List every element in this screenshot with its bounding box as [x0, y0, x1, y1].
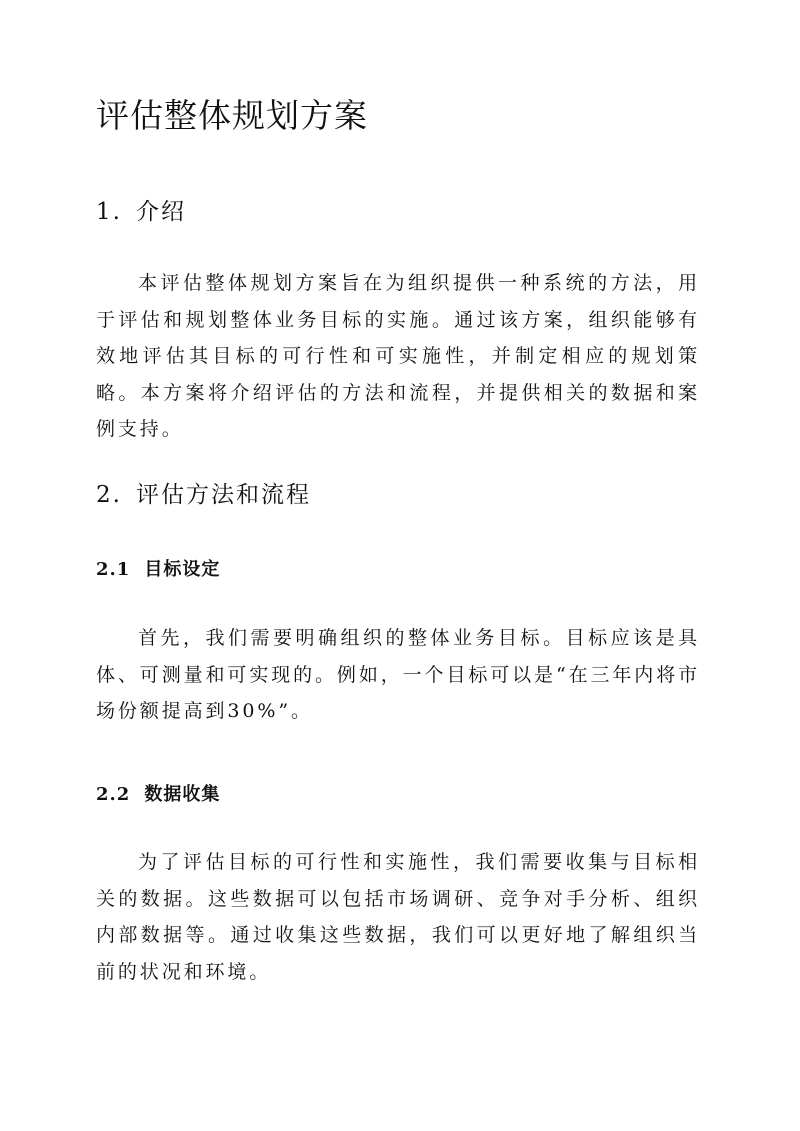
data-collection-paragraph: 为了评估目标的可行性和实施性，我们需要收集与目标相关的数据。这些数据可以包括市场调研、竞争对手分析、组织内部数据等。通过收集这些数据，我们可以更好地了解组织当前的状况和环境。	[96, 851, 700, 983]
subsection-title: 目标设定	[144, 559, 221, 580]
introduction-paragraph: 本评估整体规划方案旨在为组织提供一种系统的方法，用于评估和规划整体业务目标的实施。通过该方案，组织能够有效地评估其目标的可行性和可实施性，并制定相应的规划策略。本方案将介绍评估的方法和流程，并提供相关的数据和案例支持。	[96, 272, 700, 440]
section-title: 评估方法和流程	[135, 482, 311, 508]
subsection-heading-goal-setting	[96, 555, 220, 585]
section-heading-introduction	[96, 194, 186, 230]
subsection-heading-data-collection	[96, 780, 220, 810]
document-title: 评估整体规划方案	[96, 96, 368, 135]
subsection-number: 2.2	[96, 784, 131, 805]
section-number: 1.	[96, 199, 122, 225]
goal-setting-paragraph: 首先，我们需要明确组织的整体业务目标。目标应该是具体、可测量和可实现的。例如，一个目标可以是“在三年内将市场份额提高到30%”。	[96, 627, 700, 722]
subsection-number: 2.1	[96, 559, 131, 580]
section-heading-methods	[96, 477, 311, 513]
section-number: 2.	[96, 482, 122, 508]
subsection-title: 数据收集	[144, 784, 221, 805]
section-title: 介绍	[135, 199, 186, 225]
